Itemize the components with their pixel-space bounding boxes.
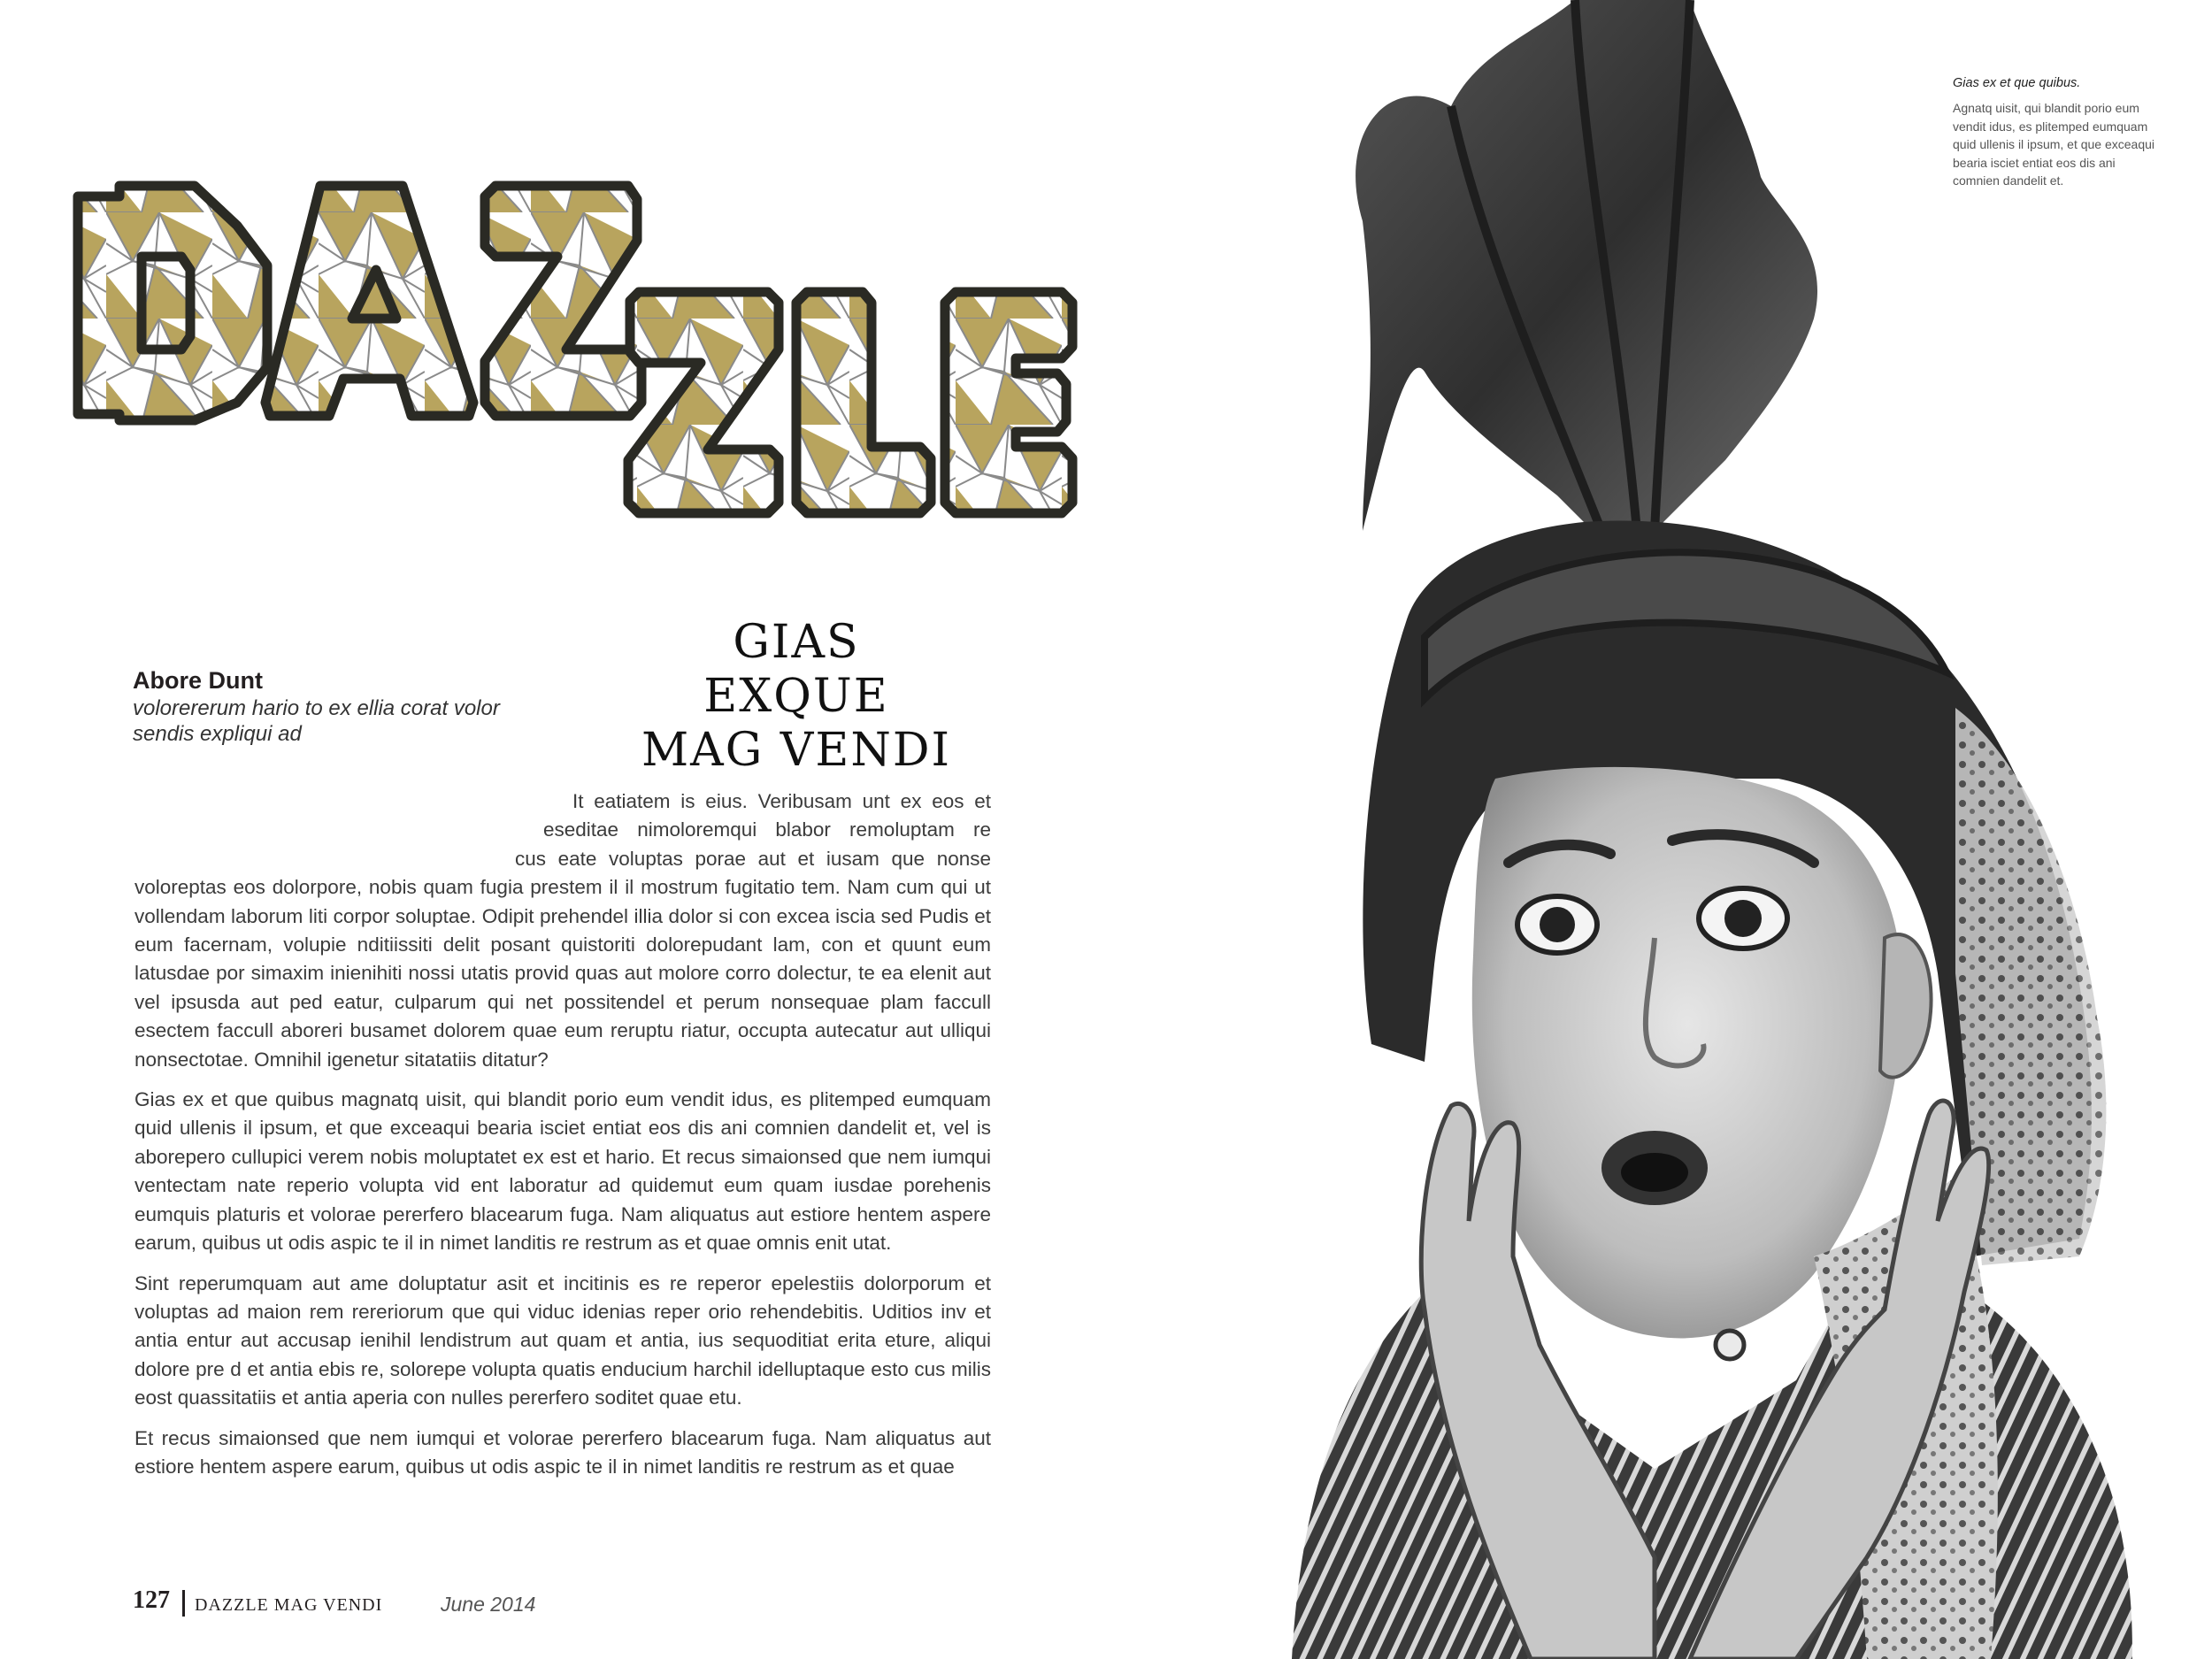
dazzle-title-graphic [0, 0, 1150, 566]
photo-caption-body: Agnatq uisit, qui blandit porio eum vendit idus, es plitemped eumquam quid ullenis il ipsum, et que exceaqui bearia isciet entiat eos dis ani comnien dandelit et. [1953, 101, 2155, 188]
article-paragraph-3: Sint reperumquam aut ame doluptatur asit et incitinis es re reperor epelestiis dolorporum et voluptas ad maion rem rereriorum que qui viduc idenias reper orio rehendebitis. Uditios inv et antia entur aut accusap ienihil lendistrum aut quam et antia, ius sequoditiat erita eture, aliqui dolore pre d et antia ebis re, solorepe volupta quatis enducium harchil idelluptaque esto cus milis eost quassitatiis et antia aperia con nulles pererfero soditet quae etu. [134, 1271, 991, 1409]
intro-subline: volorererum hario to ex ellia corat volor sendis expliqui ad [133, 696, 500, 746]
folio-divider [182, 1590, 185, 1617]
page-number: 127 [133, 1586, 170, 1614]
title-letter-z-1 [485, 186, 641, 416]
head-bow [1356, 0, 1817, 540]
ring [1716, 1331, 1744, 1359]
article-body [134, 787, 991, 1493]
headline-line-2: EXQUE [703, 670, 889, 723]
title-letter-a [265, 186, 473, 416]
intro-heading: Abore Dunt [133, 667, 263, 694]
issue-date: June 2014 [441, 1593, 536, 1616]
paragraph-1-rest: voloreptas eos dolorpore, nobis quam fugia prestem il il mostrum fugitatio tem. Nam cum qui ut vollendam laborum liti corpor soluptae. Odipit prehendel illia dolor si con excea iscia sed Pudis et eum facernam, volupie nditiissiti delit posant quistoriti dolorepudant lam, con et quunt eum latusdae por simaxim inienihiti nossi utatis provid quas aut molore corro dolectur, te ea elenit aut vel ipsusda aut ped eatur, culparum qui net possitendel et perum nonsequae plam faccull esectem faccull aboreri busamet dolorem quae eum reruptu riatur, occupta autecatur aut ulliqui nonsectotae. Omnihil igenetur sitatatiis ditatur? [134, 876, 991, 1071]
title-letter-l [796, 292, 931, 513]
article-paragraph-2: Gias ex et que quibus magnatq uisit, qui blandit porio eum vendit idus, es plitemped eumquam quid ullenis il ipsum, et que exceaqui bearia isciet entiat eos dis ani comnien dandelit et, vel is aborepero cullupici verem nobis moluptatet ex est et hario. Et recus simaionsed que nem iumqui ventectam nate reperio volupta vid ent laboratur ad quidemut eum quam iusdae porehenis eumquis platuris et volorae pererfero blacearum fuga. Nam aliquatus aut estiore hentem aspere earum, quibus ut odis aspic te il in nimet landitis re restrum as et quae omnis enit utat. [134, 1088, 991, 1255]
headline-line-3: MAG VENDI [641, 724, 952, 777]
headline-line-1: GIAS [733, 616, 860, 669]
woman-photo [1159, 0, 2212, 1659]
title-letter-d [78, 186, 267, 420]
title-letter-z-2 [628, 292, 779, 513]
title-letter-e [945, 292, 1072, 513]
article-headline [566, 616, 1026, 778]
magazine-name: DAZZLE MAG VENDI [195, 1595, 383, 1615]
photo-caption-title: Gias ex et que quibus. [1953, 76, 2081, 90]
article-paragraph-1 [134, 787, 991, 1074]
article-paragraph-4: Et recus simaionsed que nem iumqui et volorae pererfero blacearum fuga. Nam aliquatus aut estiore hentem aspere earum, quibus ut odis aspic te il in nimet landitis re restrum as et quae [134, 1426, 991, 1478]
lead-line-3: cus eate voluptas porae aut et iusam que nonse [515, 847, 991, 870]
lead-line-2: eseditae nimoloremqui blabor remoluptam re [543, 818, 991, 841]
lead-line-1: It eatiatem is eius. Veribusam unt ex eos et [572, 790, 991, 812]
